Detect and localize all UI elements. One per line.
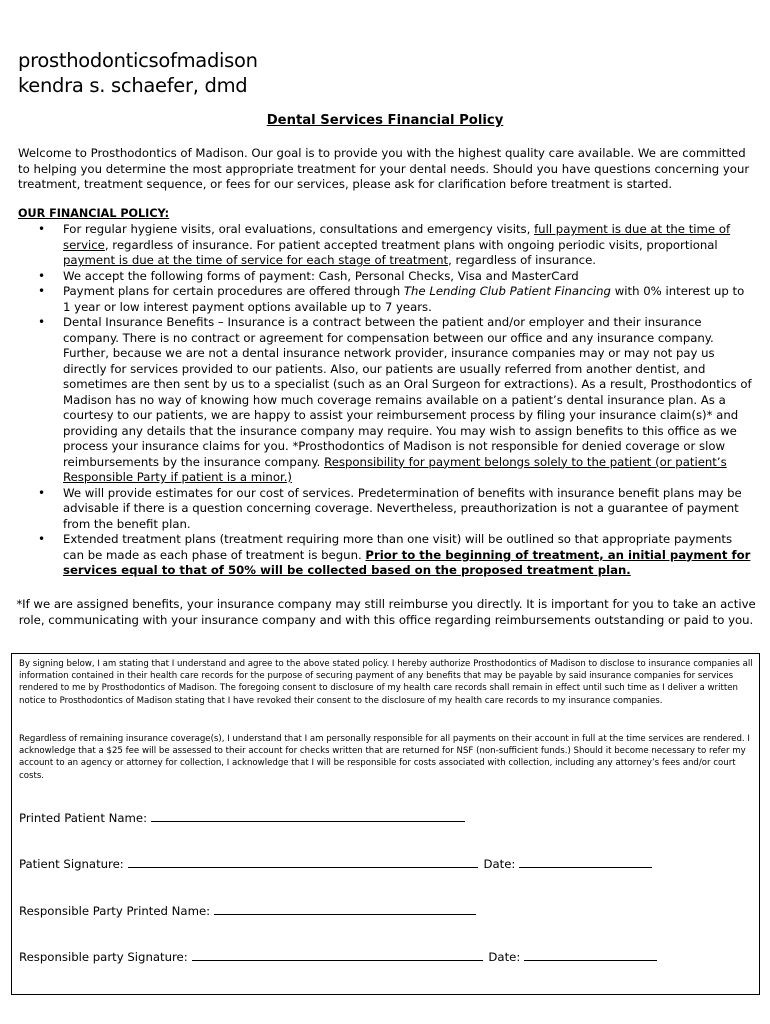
printed-patient-name-field[interactable] <box>151 810 465 822</box>
list-item: • Extended treatment plans (treatment requiring more than one visit) will be outlined so that appropriate payments can be made as each phase of treatment is begun. Prior to the beginning of treatment, an initial payment for services equal to that of 50% will be collected based on the proposed treatment plan. <box>38 532 751 577</box>
field-label: Patient Signature: <box>19 857 124 871</box>
bullet-icon: • <box>38 284 46 298</box>
field-label: Date: <box>488 950 521 964</box>
patient-date-field[interactable] <box>519 856 652 868</box>
doctor-name: kendra s. schaefer, dmd <box>18 74 248 97</box>
bullet-icon: • <box>38 532 46 546</box>
consent-box <box>11 653 760 995</box>
list-item: • Payment plans for certain procedures are offered through The Lending Club Patient Financing with 0% interest up to 1 year or low interest payment options available up to 7 years. <box>38 284 745 314</box>
policy-list <box>18 222 754 579</box>
list-item: • We will provide estimates for our cost of services. Predetermination of benefits with insurance benefit plans may be advisable if there is a question concerning coverage. Nevertheless, preauthorization is not a guarantee of payment from the benefit plan. <box>38 485 742 531</box>
responsible-party-name-row <box>19 903 476 918</box>
consent-paragraph: Regardless of remaining insurance coverage(s), I understand that I am personally responsible for all payments on their account in full at the time services are rendered. I acknowledge that a $25 fee will be assessed to their account for checks written that are returned for NSF (non-sufficient funds.) Should it become necessary to refer my account to an agency or attorney for collection, I acknowledge that I will be responsible for costs associated with collection, including any attorney’s fees and/or court costs. <box>19 734 750 781</box>
insurance-footnote: *If we are assigned benefits, your insurance company may still reimburse you directly. It is important for you to take an active role, communicating with your insurance company and with this office regarding reimbursements outstanding or paid to you. <box>16 597 756 627</box>
responsible-party-name-field[interactable] <box>214 903 476 915</box>
intro-paragraph: Welcome to Prosthodontics of Madison. Our goal is to provide you with the highest quality care available. We are committed to helping you determine the most appropriate treatment for your dental needs. Should you have questions concerning your treatment, treatment sequence, or fees for our services, please ask for clarification before treatment is started. <box>18 146 750 191</box>
printed-patient-name-row <box>19 810 465 825</box>
policy-heading: OUR FINANCIAL POLICY: <box>18 207 170 220</box>
list-item: • For regular hygiene visits, oral evaluations, consultations and emergency visits, full payment is due at the time of service, regardless of insurance. For patient accepted treatment plans with ongoing periodic visits, proportional payment is due at the time of service for each stage of treatment, regardless of insurance. <box>38 222 731 267</box>
responsible-party-signature-row <box>19 949 657 964</box>
letterhead <box>18 48 258 98</box>
document-title: Dental Services Financial Policy <box>266 113 504 128</box>
field-label: Responsible party Signature: <box>19 950 188 964</box>
practice-name: prosthodonticsofmadison <box>18 49 258 72</box>
responsible-party-date-field[interactable] <box>524 949 657 961</box>
field-label: Date: <box>483 857 516 871</box>
patient-signature-field[interactable] <box>128 856 478 868</box>
bullet-icon: • <box>38 222 46 236</box>
consent-paragraph: By signing below, I am stating that I understand and agree to the above stated policy. I hereby authorize Prosthodontics of Madison to disclose to insurance companies all information contained in their health care records for the purpose of securing payment of any benefits that may be payable by said insurance companies for services rendered to me by Prosthodontics of Madison. The foregoing consent to disclosure of my health care records shall remain in effect until such time as I deliver a written notice to Prosthodontics of Madison stating that I have revoked their consent to the disclosure of my health care records to my insurance companies. <box>19 659 753 706</box>
field-label: Printed Patient Name: <box>19 811 148 825</box>
list-item: • We accept the following forms of payment: Cash, Personal Checks, Visa and MasterCard <box>38 268 579 283</box>
responsible-party-signature-field[interactable] <box>192 949 483 961</box>
bullet-icon: • <box>38 485 46 500</box>
bullet-icon: • <box>38 268 46 283</box>
bullet-icon: • <box>38 315 46 329</box>
list-item: • Dental Insurance Benefits – Insurance is a contract between the patient and/or employer and their insurance company. There is no contract or agreement for compensation between our office and any insurance company. Further, because we are not a dental insurance network provider, insurance companies may or may not pay us directly for services provided to our patients. Also, our patients are usually referred from another dentist, and sometimes are then sent by us to a specialist (such as an Oral Surgeon for extractions). As a result, Prosthodontics of Madison has no way of knowing how much coverage remains available on a patient’s dental insurance plan. As a courtesy to our patients, we are happy to assist your reimbursement process by filing your insurance claim(s)* and providing any details that the insurance company may require. You may wish to assign benefits to this office as we process your insurance claims for you. *Prosthodontics of Madison is not responsible for denied coverage or slow reimbursements by the insurance company. Responsibility for payment belongs solely to the patient (or patient’s Responsible Party if patient is a minor.) <box>38 315 752 484</box>
field-label: Responsible Party Printed Name: <box>19 904 211 918</box>
patient-signature-row <box>19 856 652 871</box>
